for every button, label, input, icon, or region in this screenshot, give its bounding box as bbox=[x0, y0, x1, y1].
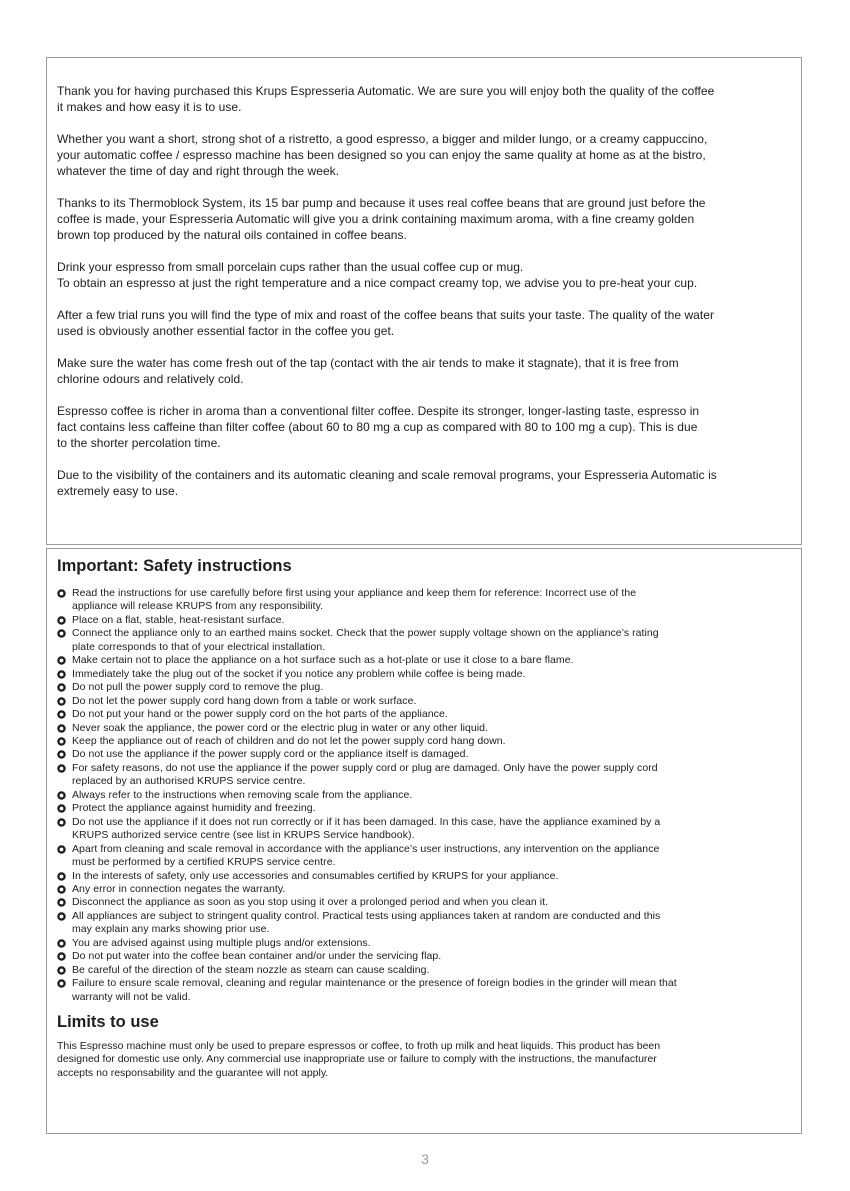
intro-paragraph bbox=[57, 403, 792, 451]
safety-item-line: Apart from cleaning and scale removal in accordance with the appliance’s user instructions, any intervention on the appliance bbox=[72, 842, 660, 855]
safety-item-line: must be performed by a certified KRUPS service centre. bbox=[72, 856, 336, 869]
circle-bullet-icon bbox=[57, 818, 66, 827]
safety-item-line: Always refer to the instructions when removing scale from the appliance. bbox=[72, 788, 413, 801]
safety-item bbox=[57, 695, 792, 708]
intro-line: to the shorter percolation time. bbox=[57, 436, 221, 450]
circle-bullet-icon bbox=[57, 710, 66, 719]
safety-item bbox=[57, 910, 792, 937]
safety-list bbox=[57, 587, 792, 1004]
circle-bullet-icon bbox=[57, 589, 66, 598]
intro-paragraph bbox=[57, 195, 792, 243]
circle-bullet-icon bbox=[57, 750, 66, 759]
circle-bullet-icon bbox=[57, 764, 66, 773]
safety-item-line: Protect the appliance against humidity and freezing. bbox=[72, 802, 316, 815]
safety-item bbox=[57, 896, 792, 909]
circle-bullet-icon bbox=[57, 952, 66, 961]
safety-item bbox=[57, 937, 792, 950]
circle-bullet-icon bbox=[57, 670, 66, 679]
intro-line: Make sure the water has come fresh out of the tap (contact with the air tends to make it stagnate), that it is free from bbox=[57, 356, 679, 370]
safety-item-line: Do not put your hand or the power supply cord on the hot parts of the appliance. bbox=[72, 708, 448, 721]
safety-item bbox=[57, 587, 792, 614]
circle-bullet-icon bbox=[57, 912, 66, 921]
safety-item bbox=[57, 735, 792, 748]
safety-item-line: Connect the appliance only to an earthed mains socket. Check that the power supply voltage shown on the appliance’s rating bbox=[72, 627, 659, 640]
safety-item bbox=[57, 843, 792, 870]
safety-item-line: Failure to ensure scale removal, cleaning and regular maintenance or the presence of foreign bodies in the grinder will mean that bbox=[72, 977, 677, 990]
safety-item-line: Do not use the appliance if the power supply cord or the appliance itself is damaged. bbox=[72, 748, 469, 761]
limits-heading: Limits to use bbox=[57, 1013, 159, 1032]
circle-bullet-icon bbox=[57, 724, 66, 733]
intro-paragraph bbox=[57, 83, 792, 115]
safety-item-line: replaced by an authorised KRUPS service centre. bbox=[72, 775, 306, 788]
safety-item-line: Keep the appliance out of reach of children and do not let the power supply cord hang down. bbox=[72, 734, 506, 747]
intro-line: Whether you want a short, strong shot of a ristretto, a good espresso, a bigger and milder lungo, or a creamy cappuccino, bbox=[57, 132, 708, 146]
limits-line: accepts no responsability and the guarantee will not apply. bbox=[57, 1066, 329, 1079]
safety-item-line: Make certain not to place the appliance on a hot surface such as a hot-plate or use it close to a bare flame. bbox=[72, 654, 574, 667]
circle-bullet-icon bbox=[57, 885, 66, 894]
circle-bullet-icon bbox=[57, 683, 66, 692]
safety-item bbox=[57, 789, 792, 802]
intro-line: Due to the visibility of the containers and its automatic cleaning and scale removal programs, your Espresseria Automatic is bbox=[57, 468, 717, 482]
circle-bullet-icon bbox=[57, 791, 66, 800]
intro-line: whatever the time of day and right through the week. bbox=[57, 164, 340, 178]
safety-item-line: For safety reasons, do not use the appliance if the power supply cord or plug are damaged. Only have the power supply cord bbox=[72, 761, 658, 774]
safety-item bbox=[57, 627, 792, 654]
limits-line: designed for domestic use only. Any commercial use inappropriate use or failure to comply with the instructions, the manufacturer bbox=[57, 1053, 657, 1066]
safety-item-line: may explain any marks showing prior use. bbox=[72, 923, 270, 936]
page-number: 3 bbox=[421, 1151, 429, 1167]
safety-item bbox=[57, 762, 792, 789]
safety-item bbox=[57, 883, 792, 896]
intro-line: brown top produced by the natural oils contained in coffee beans. bbox=[57, 228, 407, 242]
intro-line: it makes and how easy it is to use. bbox=[57, 100, 242, 114]
intro-line: Thank you for having purchased this Krups Espresseria Automatic. We are sure you will enjoy both the quality of the coffee bbox=[57, 84, 715, 98]
safety-item-line: KRUPS authorized service centre (see list in KRUPS Service handbook). bbox=[72, 829, 415, 842]
safety-item-line: You are advised against using multiple plugs and/or extensions. bbox=[72, 936, 371, 949]
circle-bullet-icon bbox=[57, 939, 66, 948]
intro-line: After a few trial runs you will find the type of mix and roast of the coffee beans that suits your taste. The quality of the water bbox=[57, 308, 715, 322]
safety-item bbox=[57, 964, 792, 977]
safety-item bbox=[57, 950, 792, 963]
safety-item-line: Do not use the appliance if it does not run correctly or if it has been damaged. In this case, have the appliance examined by a bbox=[72, 815, 661, 828]
safety-item bbox=[57, 708, 792, 721]
circle-bullet-icon bbox=[57, 656, 66, 665]
circle-bullet-icon bbox=[57, 845, 66, 854]
intro-paragraph bbox=[57, 259, 792, 291]
limits-text bbox=[57, 1040, 792, 1080]
intro-line: Espresso coffee is richer in aroma than a conventional filter coffee. Despite its stronger, longer-lasting taste, espresso in bbox=[57, 404, 700, 418]
safety-item-line: warranty will not be valid. bbox=[72, 990, 191, 1003]
safety-item-line: Read the instructions for use carefully before first using your appliance and keep them for reference: Incorrect use of the bbox=[72, 587, 637, 599]
intro-line: To obtain an espresso at just the right temperature and a nice compact creamy top, we advise you to pre-heat your cup. bbox=[57, 276, 698, 290]
safety-item-line: Do not pull the power supply cord to remove the plug. bbox=[72, 681, 324, 694]
safety-item bbox=[57, 870, 792, 883]
safety-item bbox=[57, 614, 792, 627]
circle-bullet-icon bbox=[57, 629, 66, 638]
safety-item-line: In the interests of safety, only use accessories and consumables certified by KRUPS for your appliance. bbox=[72, 869, 559, 882]
safety-item bbox=[57, 816, 792, 843]
safety-item-line: Do not let the power supply cord hang down from a table or work surface. bbox=[72, 694, 417, 707]
circle-bullet-icon bbox=[57, 697, 66, 706]
safety-item bbox=[57, 654, 792, 667]
intro-paragraph bbox=[57, 307, 792, 339]
intro-paragraphs bbox=[57, 83, 792, 499]
circle-bullet-icon bbox=[57, 616, 66, 625]
intro-line: coffee is made, your Espresseria Automatic will give you a drink containing maximum aroma, with a fine creamy golden bbox=[57, 212, 695, 226]
circle-bullet-icon bbox=[57, 979, 66, 988]
intro-paragraph bbox=[57, 467, 792, 499]
safety-section bbox=[46, 548, 802, 1134]
circle-bullet-icon bbox=[57, 737, 66, 746]
intro-line: used is obviously another essential factor in the coffee you get. bbox=[57, 324, 395, 338]
safety-item bbox=[57, 977, 792, 1004]
intro-line: Thanks to its Thermoblock System, its 15 bar pump and because it uses real coffee beans that are ground just before the bbox=[57, 196, 706, 210]
intro-section bbox=[46, 57, 802, 545]
safety-item bbox=[57, 748, 792, 761]
safety-item bbox=[57, 722, 792, 735]
intro-line: chlorine odours and relatively cold. bbox=[57, 372, 244, 386]
intro-line: extremely easy to use. bbox=[57, 484, 179, 498]
safety-item bbox=[57, 668, 792, 681]
safety-item-line: Disconnect the appliance as soon as you stop using it over a prolonged period and when you clean it. bbox=[72, 896, 549, 909]
safety-heading: Important: Safety instructions bbox=[57, 557, 292, 575]
safety-item-line: Any error in connection negates the warranty. bbox=[72, 882, 286, 895]
intro-line: your automatic coffee / espresso machine has been designed so you can enjoy the same quality at home as at the bistro, bbox=[57, 148, 706, 162]
circle-bullet-icon bbox=[57, 966, 66, 975]
safety-item-line: Do not put water into the coffee bean container and/or under the servicing flap. bbox=[72, 950, 442, 963]
circle-bullet-icon bbox=[57, 872, 66, 881]
circle-bullet-icon bbox=[57, 898, 66, 907]
intro-line: Drink your espresso from small porcelain cups rather than the usual coffee cup or mug. bbox=[57, 260, 524, 274]
safety-item-line: appliance will release KRUPS from any responsibility. bbox=[72, 600, 324, 613]
safety-item-line: Never soak the appliance, the power cord or the electric plug in water or any other liquid. bbox=[72, 721, 489, 734]
intro-paragraph bbox=[57, 131, 792, 179]
safety-item-line: All appliances are subject to stringent quality control. Practical tests using appliances taken at random are conducted and this bbox=[72, 909, 661, 922]
intro-paragraph bbox=[57, 355, 792, 387]
circle-bullet-icon bbox=[57, 804, 66, 813]
intro-line: fact contains less caffeine than filter coffee (about 60 to 80 mg a cup as compared with 80 to 100 mg a cup). This is due bbox=[57, 420, 698, 434]
safety-item-line: Be careful of the direction of the steam nozzle as steam can cause scalding. bbox=[72, 963, 430, 976]
limits-line: This Espresso machine must only be used to prepare espressos or coffee, to froth up milk and heat liquids. This product has been bbox=[57, 1040, 661, 1053]
safety-item bbox=[57, 681, 792, 694]
safety-item-line: Immediately take the plug out of the socket if you notice any problem while coffee is being made. bbox=[72, 667, 526, 680]
safety-item bbox=[57, 802, 792, 815]
safety-item-line: plate corresponds to that of your electrical installation. bbox=[72, 640, 326, 653]
safety-item-line: Place on a flat, stable, heat-resistant surface. bbox=[72, 613, 285, 626]
